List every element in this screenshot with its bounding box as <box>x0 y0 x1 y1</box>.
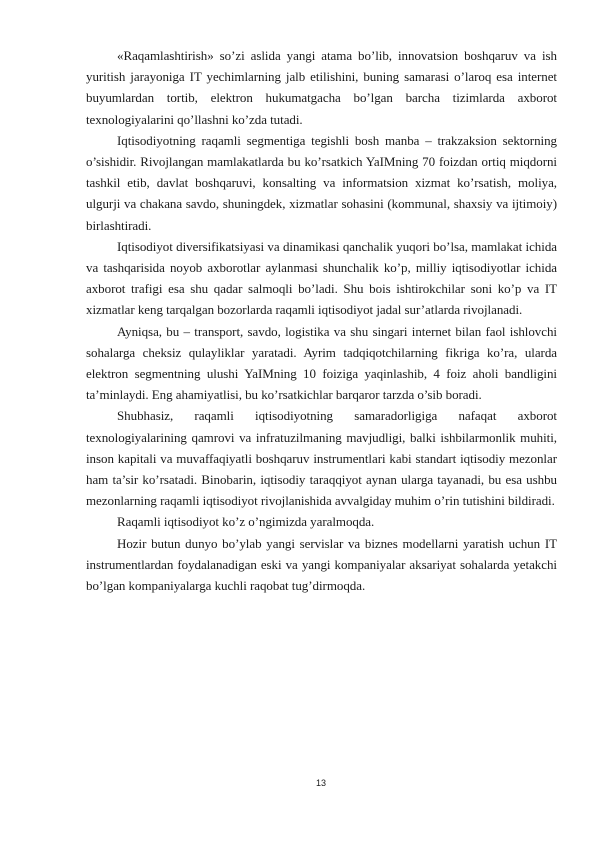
paragraph-1: «Raqamlashtirish» so’zi aslida yangi atama bo’lib, innovatsion boshqaruv va ish yuritish jarayoniga IT yechimlarning jalb etilishini, buning samarasi o’laroq esa internet buyumlardan tortib, elektron hukumatgacha bo’lgan barcha tizimlarda axborot texnologiyalarini qo’llashni ko’zda tutadi. <box>86 48 557 127</box>
paragraph-3: Iqtisodiyot diversifikatsiyasi va dinamikasi qanchalik yuqori bo’lsa, mamlakat ichida va tashqarisida noyob axborotlar aylanmasi shunchalik ko’p, milliy iqtisodiyotlar ichida axborot trafigi esa shu qadar salmoqli bo’ladi. Shu bois ishtirokchilar soni ko’p va IT xizmatlar keng tarqalgan bozorlarda raqamli iqtisodiyot jadal sur’atlarda rivojlanadi. <box>86 238 557 318</box>
paragraph-5: Shubhasiz, raqamli iqtisodiyotning samaradorligiga nafaqat axborot texnologiyalarining qamrovi va infratuzilmaning mavjudligi, balki ishbilarmonlik muhiti, inson kapitali va muvaffaqiyatli boshqaruv instrumentlari kabi standart iqtisodiy mezonlar ham ta’sir ko’rsatadi. Binobarin, iqtisodiy taraqqiyot aynan ularga tayanadi, bu esa ushbu mezonlarning raqamli iqtisodiyot rivojlanishida avvalgiday muhim o’rin tutishini bildiradi. <box>86 408 557 509</box>
paragraph-2: Iqtisodiyotning raqamli segmentiga tegishli bosh manba – trakzaksion sektorning o’sishidir. Rivojlangan mamlakatlarda bu ko’rsatkich YaIMning 70 foizdan ortiq miqdorni tashkil etib, davlat boshqaruvi, konsalting va informatsion xizmat ko’rsatish, moliya, ulgurji va chakana savdo, shuningdek, xizmatlar sohasini (kommunal, shaxsiy va ijtimoiy) birlashtiradi. <box>86 132 557 233</box>
paragraph-7: Hozir butun dunyo bo’ylab yangi servislar va biznes modellarni yaratish uchun IT instrumentlardan foydalanadigan eski va yangi kompaniyalar aksariyat sohalarda yetakchi bo’lgan kompaniyalarga kuchli raqobat tug’dirmoqda. <box>86 535 557 594</box>
page-body <box>86 45 557 596</box>
paragraph-4: Ayniqsa, bu – transport, savdo, logistika va shu singari internet bilan faol ishlovchi sohalarga cheksiz qulayliklar yaratadi. Ayrim tadqiqotchilarning fikriga ko’ra, ularda elektron segmentning ulushi YaIMning 10 foiziga yaqinlashib, 4 foiz aholi bandligini ta’minlaydi. Eng ahamiyatlisi, bu ko’rsatkichlar barqaror tarzda o’sib boradi. <box>86 323 557 403</box>
paragraph-6: Raqamli iqtisodiyot ko’z o’ngimizda yaralmoqda. <box>117 514 375 530</box>
page-number: 13 <box>315 778 326 788</box>
